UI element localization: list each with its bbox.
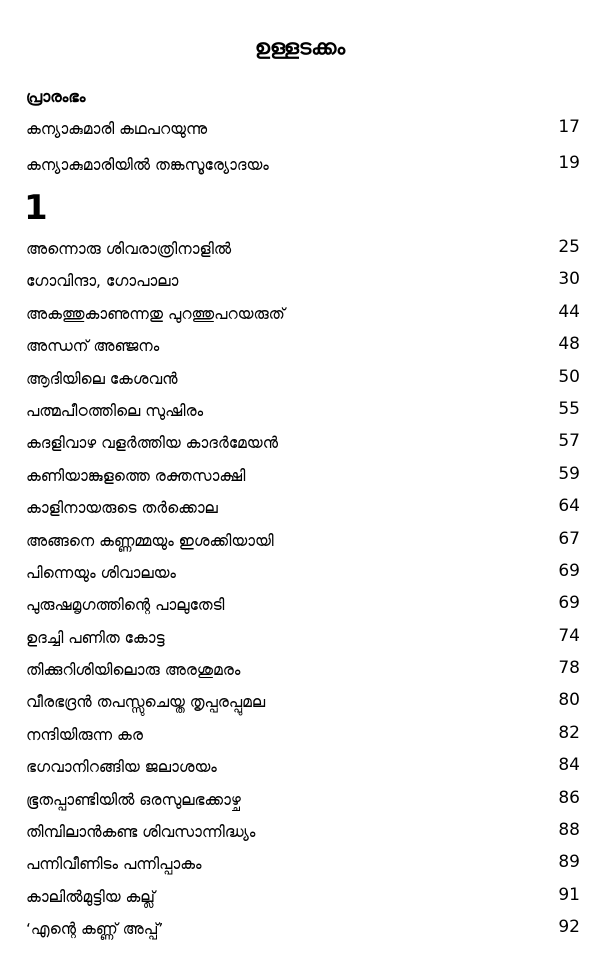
part-number-heading: 1 [24, 188, 48, 228]
toc-list-part-one [26, 236, 580, 949]
toc-entry[interactable] [26, 819, 580, 851]
toc-entry-title: ആദിയിലെ കേശവൻ [26, 369, 178, 388]
toc-entry[interactable] [26, 851, 580, 883]
toc-entry[interactable] [26, 333, 580, 365]
toc-entry-title: തിമ്പിലാൻകണ്ട ശിവസാന്നിദ്ധ്യം [26, 823, 256, 842]
toc-entry[interactable] [26, 366, 580, 398]
toc-entry-page-number: 80 [558, 690, 580, 711]
toc-entry-title: അന്നൊരു ശിവരാത്രിനാളിൽ [26, 240, 232, 258]
toc-entry-title: അന്ധന് അഞ്ജനം [26, 337, 160, 356]
toc-entry-page-number: 82 [558, 722, 580, 743]
toc-entry-title: പുരുഷമൃഗത്തിന്റെ പാലുതേടി [26, 596, 225, 615]
toc-entry[interactable] [26, 301, 580, 333]
toc-entry-page-number: 89 [558, 852, 580, 873]
page-title: ഉള്ളടക്കം [254, 35, 346, 60]
toc-entry[interactable] [26, 116, 580, 152]
toc-entry-title: ഉദച്ചി പണിത കോട്ട [26, 628, 165, 647]
toc-entry-page-number: 92 [558, 917, 580, 938]
toc-entry-page-number: 64 [558, 496, 580, 517]
toc-entry-title: കാളിനായരുടെ തർക്കൊല [26, 499, 218, 518]
toc-entry[interactable] [26, 398, 580, 430]
toc-entry-page-number: 69 [558, 560, 580, 581]
toc-entry-title: പിന്നെയും ശിവാലയം [26, 563, 176, 582]
toc-entry-page-number: 48 [558, 334, 580, 355]
toc-entry-title: ഗോവിന്ദാ, ഗോപാലാ [26, 272, 179, 291]
toc-entry-page-number: 57 [558, 431, 580, 452]
toc-entry-title: അങ്ങനെ കണ്ണമ്മയും ഇശക്കിയായി [26, 531, 274, 550]
toc-entry-page-number: 50 [558, 366, 580, 387]
toc-entry[interactable] [26, 430, 580, 462]
toc-entry-page-number: 44 [558, 301, 580, 322]
toc-list-prelude [26, 116, 580, 188]
toc-entry-title: തിക്കുറിശിയിലൊരു അരശുമരം [26, 661, 241, 680]
toc-entry-title: കന്യാകുമാരിയിൽ തങ്കസൂര്യോദയം [26, 156, 269, 174]
toc-entry[interactable] [26, 560, 580, 592]
toc-entry-title: അകത്തുകാണുന്നതു പുറത്തുപറയരുത് [26, 304, 285, 323]
toc-entry-title: വീരഭദ്രൻ തപസ്സുചെയ്ത തൃപ്പരപ്പുമല [26, 693, 266, 712]
toc-entry[interactable] [26, 463, 580, 495]
toc-entry-page-number: 78 [558, 658, 580, 679]
toc-entry[interactable] [26, 592, 580, 624]
toc-entry[interactable] [26, 884, 580, 916]
toc-entry-page-number: 25 [558, 237, 580, 257]
toc-entry[interactable] [26, 236, 580, 268]
toc-entry-page-number: 91 [558, 884, 580, 905]
toc-entry[interactable] [26, 689, 580, 721]
toc-entry-title: നന്ദിയിരുന്ന കര [26, 725, 143, 744]
toc-entry[interactable] [26, 754, 580, 786]
toc-entry-page-number: 30 [558, 269, 580, 290]
toc-entry-page-number: 19 [558, 153, 580, 173]
toc-entry-page-number: 74 [558, 625, 580, 646]
toc-entry-page-number: 59 [558, 463, 580, 484]
toc-entry-title: ‘എന്റെ കണ്ണ് അപ്പ്’ [26, 920, 164, 939]
toc-entry[interactable] [26, 787, 580, 819]
toc-entry-title: കന്യാകുമാരി കഥപറയുന്നു [26, 120, 208, 138]
toc-entry[interactable] [26, 152, 580, 188]
toc-entry[interactable] [26, 916, 580, 948]
toc-entry-page-number: 17 [558, 117, 580, 137]
toc-entry-page-number: 69 [558, 593, 580, 614]
toc-entry-title: പന്നിവീണിടം പന്നിപ്പാകം [26, 855, 202, 874]
toc-entry-title: കാലിൽമുട്ടിയ കല്ല് [26, 887, 155, 906]
toc-entry-title: കദളിവാഴ വളർത്തിയ കാദർമേയൻ [26, 434, 278, 453]
toc-entry-page-number: 67 [558, 528, 580, 549]
toc-entry-title: ഭൂതപ്പാണ്ടിയിൽ ഒരസുലഭക്കാഴ്ച [26, 790, 241, 809]
toc-entry-title: പത്മപീഠത്തിലെ സുഷിരം [26, 401, 204, 420]
toc-entry-page-number: 86 [558, 787, 580, 808]
toc-entry[interactable] [26, 625, 580, 657]
toc-entry[interactable] [26, 722, 580, 754]
toc-entry-page-number: 55 [558, 398, 580, 419]
toc-entry-title: കണിയാങ്കുളത്തെ രക്തസാക്ഷി [26, 466, 246, 485]
toc-entry[interactable] [26, 528, 580, 560]
section-heading-prelude: പ്രാരംഭം [26, 87, 86, 106]
toc-entry-title: ഭഗവാനിറങ്ങിയ ജലാശയം [26, 758, 217, 777]
toc-entry[interactable] [26, 657, 580, 689]
toc-entry[interactable] [26, 495, 580, 527]
toc-entry[interactable] [26, 268, 580, 300]
toc-entry-page-number: 88 [558, 820, 580, 841]
toc-entry-page-number: 84 [558, 755, 580, 776]
